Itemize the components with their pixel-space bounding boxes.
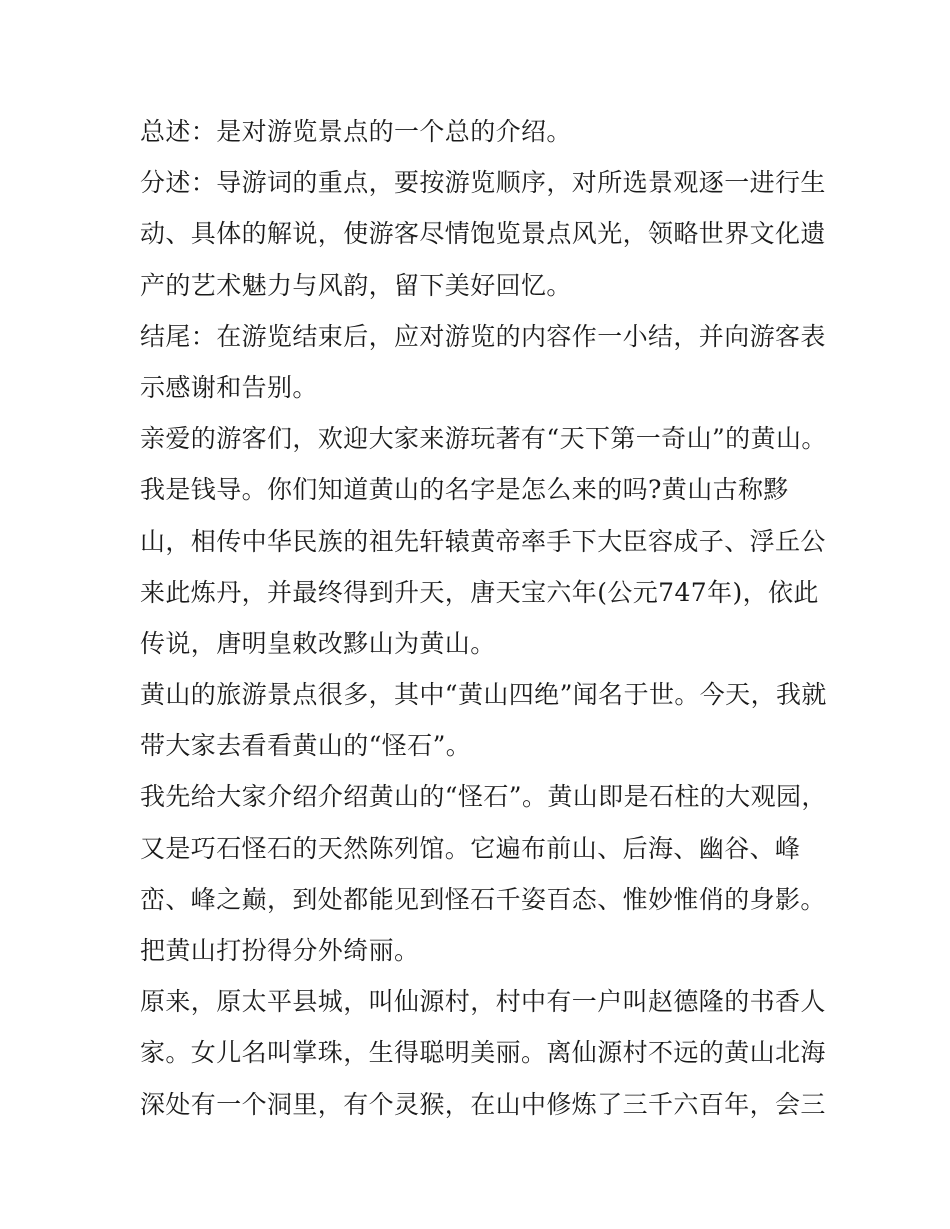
text-line: 峦、峰之巅，到处都能见到怪石千姿百态、惟妙惟俏的身影。 <box>140 884 826 914</box>
text-line: 结尾：在游览结束后，应对游览的内容作一小结，并向游客表 <box>140 321 826 351</box>
text-line: 原来，原太平县城，叫仙源村，村中有一户叫赵德隆的书香人 <box>140 987 826 1017</box>
text-line: 示感谢和告别。 <box>140 372 318 402</box>
text-line: 家。女儿名叫掌珠，生得聪明美丽。离仙源村不远的黄山北海 <box>140 1038 826 1068</box>
text-line: 传说，唐明皇敕改黟山为黄山。 <box>140 628 496 658</box>
text-line: 深处有一个洞里，有个灵猴，在山中修炼了三千六百年，会三 <box>140 1089 826 1119</box>
text-line: 总述：是对游览景点的一个总的介绍。 <box>140 117 572 146</box>
document-body <box>140 106 827 1130</box>
text-line: 亲爱的游客们，欢迎大家来游玩著有“天下第一奇山”的黄山。 <box>140 424 827 454</box>
text-line: 黄山的旅游景点很多，其中“黄山四绝”闻名于世。今天，我就 <box>140 680 827 710</box>
text-line: 山，相传中华民族的祖先轩辕黄帝率手下大臣容成子、浮丘公 <box>140 526 826 556</box>
text-line: 来此炼丹，并最终得到升天，唐天宝六年(公元747年)，依此 <box>140 577 819 607</box>
text-line: 产的艺术魅力与风韵，留下美好回忆。 <box>140 270 572 300</box>
text-line: 动、具体的解说，使游客尽情饱览景点风光，领略世界文化遗 <box>140 219 826 249</box>
text-line: 把黄山打扮得分外绮丽。 <box>140 936 420 965</box>
text-line: 又是巧石怪石的天然陈列馆。它遍布前山、后海、幽谷、峰 <box>140 833 801 863</box>
text-line: 我先给大家介绍介绍黄山的“怪石”。黄山即是石柱的大观园， <box>140 782 827 812</box>
text-line: 我是钱导。你们知道黄山的名字是怎么来的吗?黄山古称黟 <box>140 475 789 505</box>
text-line: 带大家去看看黄山的“怪石”。 <box>140 731 472 761</box>
text-line: 分述：导游词的重点，要按游览顺序，对所选景观逐一进行生 <box>140 168 826 198</box>
